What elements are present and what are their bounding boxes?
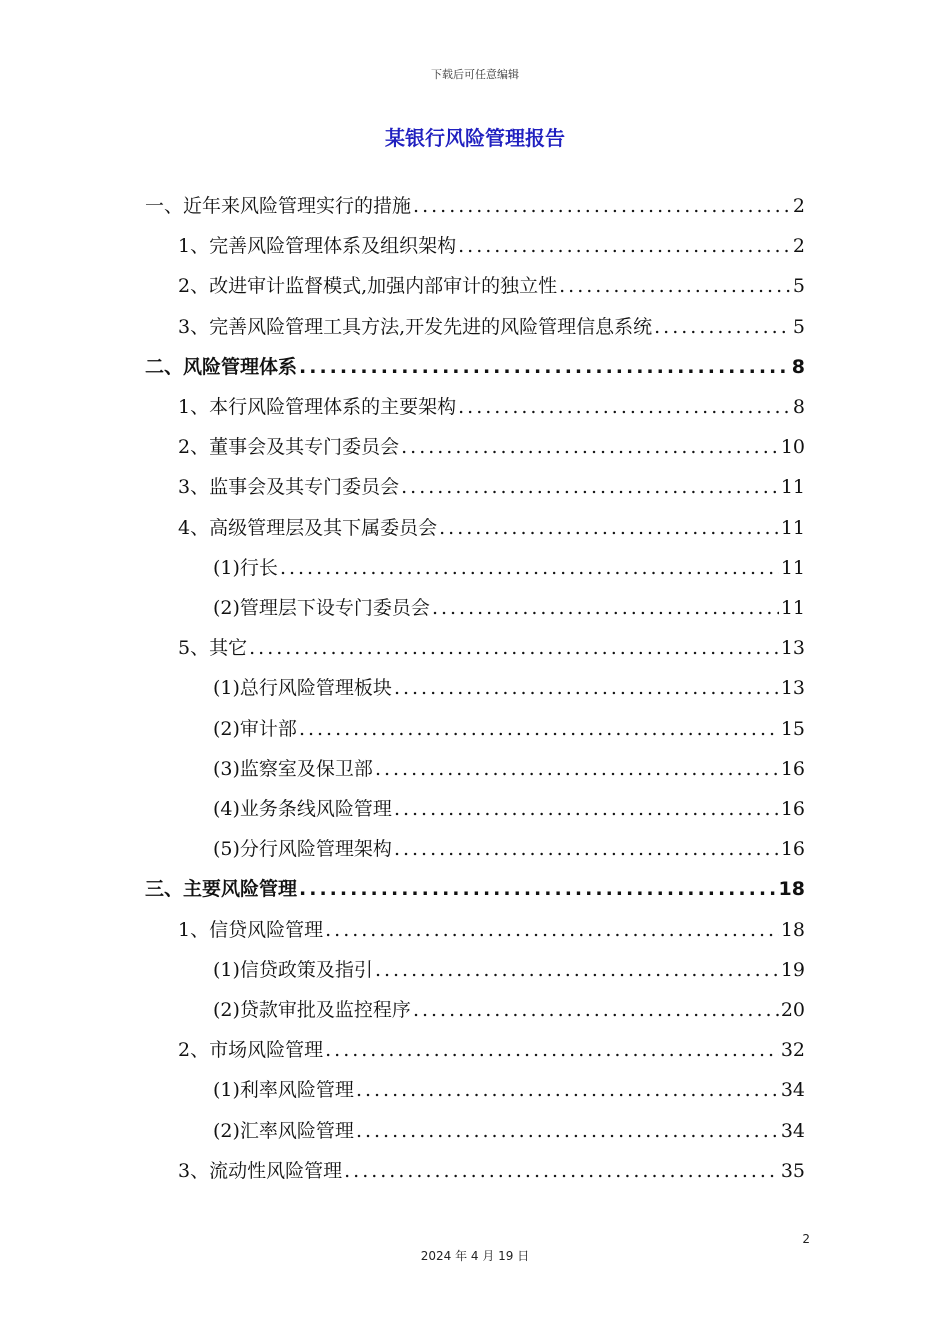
toc-entry-page: 13 [780,677,805,700]
toc-entry[interactable] [0,834,950,864]
toc-dot-leader [458,392,791,422]
toc-entry-number: (3) [213,757,240,780]
toc-entry-text: 信贷风险管理 [209,918,324,941]
toc-entry[interactable] [0,553,950,583]
toc-entry-row [213,593,805,623]
toc-dot-leader [458,231,791,261]
toc-entry[interactable] [0,191,950,221]
toc-entry-page: 2 [792,195,805,217]
toc-entry-row [213,794,805,824]
toc-dot-leader [299,352,790,382]
toc-dot-leader [394,673,779,703]
toc-entry-text: 高级管理层及其下属委员会 [209,516,438,539]
toc-entry[interactable] [0,794,950,824]
toc-dot-leader [325,1035,779,1065]
toc-entry-text: 监察室及保卫部 [239,757,373,780]
toc-entry-number: 5、 [178,637,210,660]
toc-entry-row [213,1116,805,1146]
toc-entry-row [213,955,805,985]
toc-entry-page: 11 [780,476,805,499]
toc-entry-text: 董事会及其专门委员会 [209,436,400,459]
toc-entry-number: (1) [213,958,240,981]
toc-entry-page: 16 [780,798,805,820]
toc-dot-leader [654,312,791,342]
toc-entry-page: 8 [791,355,805,378]
toc-entry[interactable] [0,1035,950,1065]
toc-entry-text: 管理层下设专门委员会 [239,597,430,619]
toc-entry[interactable] [0,593,950,623]
toc-entry-number: 2、 [178,275,210,298]
toc-entry-row [213,673,805,703]
toc-entry-number: (5) [213,838,240,861]
toc-entry-text: 贷款审批及监控程序 [239,999,411,1021]
toc-entry-text: 本行风险管理体系的主要架构 [209,396,457,418]
toc-dot-leader [344,1156,779,1186]
toc-entry-number: 1、 [178,396,210,418]
toc-entry-page: 11 [780,597,805,619]
toc-entry-number: 4、 [178,516,210,539]
toc-entry-page: 32 [780,1039,805,1062]
toc-dot-leader [413,191,791,221]
toc-entry[interactable] [0,874,950,904]
toc-entry-page: 11 [780,556,805,579]
toc-entry[interactable] [0,312,950,342]
toc-entry-text: 审计部 [239,717,297,740]
toc-entry-page: 5 [792,315,805,338]
toc-entry-row [213,1075,805,1105]
toc-entry-page: 13 [780,637,805,660]
toc-entry-number: 2、 [178,1039,210,1062]
toc-entry-page: 15 [780,717,805,740]
toc-dot-leader [356,1116,779,1146]
toc-entry-row [178,1035,805,1065]
toc-entry-row [213,714,805,744]
toc-entry-row [178,231,805,261]
toc-entry[interactable] [0,1156,950,1186]
toc-dot-leader [299,714,779,744]
toc-entry-text: 流动性风险管理 [209,1159,343,1182]
toc-entry[interactable] [0,915,950,945]
toc-dot-leader [249,633,779,663]
toc-entry[interactable] [0,955,950,985]
toc-entry[interactable] [0,673,950,703]
toc-entry-text: 行长 [239,556,278,579]
toc-entry[interactable] [0,1116,950,1146]
toc-dot-leader [439,513,779,543]
toc-entry-row [145,352,805,382]
toc-entry-number: (1) [213,556,240,579]
toc-entry-number: (4) [213,798,240,820]
toc-entry-number: (2) [213,717,240,740]
toc-entry-page: 16 [780,757,805,780]
toc-dot-leader [356,1075,779,1105]
page-number: 2 [802,1232,810,1246]
toc-entry-number: 3、 [178,315,210,338]
toc-dot-leader [375,754,779,784]
toc-entry-row [178,633,805,663]
toc-entry-page: 16 [780,838,805,861]
toc-dot-leader [394,794,779,824]
toc-entry-page: 19 [780,958,805,981]
header-note: 下载后可任意编辑 [431,68,519,81]
toc-entry-number: 2、 [178,436,210,459]
toc-entry-page: 34 [780,1119,805,1142]
toc-entry-text: 信贷政策及指引 [239,958,373,981]
toc-entry-number: 3、 [178,476,210,499]
toc-entry[interactable] [0,633,950,663]
toc-entry-page: 11 [780,516,805,539]
toc-entry-text: 业务条线风险管理 [239,798,392,820]
toc-entry[interactable] [0,754,950,784]
toc-dot-leader [401,432,779,462]
toc-dot-leader [299,874,777,904]
toc-entry-number: 1、 [178,235,210,258]
toc-entry[interactable] [0,231,950,261]
toc-entry-row [178,312,805,342]
toc-entry-page: 5 [792,275,805,298]
toc-entry[interactable] [0,352,950,382]
toc-entry-text: 汇率风险管理 [239,1119,354,1142]
footer-date: 2024 年 4 月 19 日 [420,1249,530,1263]
toc-entry-row [178,915,805,945]
toc-entry-number: 一、 [145,195,184,217]
toc-entry-text: 完善风险管理工具方法,开发先进的风险管理信息系统 [209,315,653,338]
toc-entry-row [213,995,805,1025]
toc-entry[interactable] [0,995,950,1025]
toc-entry-number: 1、 [178,918,210,941]
toc-dot-leader [375,955,779,985]
toc-entry-row [178,472,805,502]
toc-entry-number: (1) [213,677,240,700]
toc-entry-text: 改进审计监督模式,加强内部审计的独立性 [209,275,558,298]
toc-entry[interactable] [0,271,950,301]
toc-entry-page: 10 [780,436,805,459]
toc-entry-row [213,754,805,784]
toc-entry-number: (2) [213,1119,240,1142]
toc-entry-row [178,513,805,543]
toc-entry-number: (1) [213,1079,240,1102]
toc-entry-row [145,874,805,904]
toc-entry-text: 风险管理体系 [183,355,298,378]
toc-entry-text: 市场风险管理 [209,1039,324,1062]
toc-dot-leader [280,553,779,583]
toc-entry-row [178,392,805,422]
toc-entry-page: 34 [780,1079,805,1102]
toc-entry[interactable] [0,1075,950,1105]
toc-entry-text: 完善风险管理体系及组织架构 [209,235,457,258]
toc-entry-row [213,834,805,864]
toc-entry-number: 3、 [178,1159,210,1182]
toc-dot-leader [394,834,779,864]
toc-entry[interactable] [0,513,950,543]
toc-entry-text: 近年来风险管理实行的措施 [183,195,412,217]
toc-entry-row [178,1156,805,1186]
toc-dot-leader [401,472,779,502]
toc-entry[interactable] [0,392,950,422]
toc-entry-page: 2 [792,235,805,258]
toc-entry-page: 8 [792,396,805,418]
toc-entry[interactable] [0,714,950,744]
toc-dot-leader [325,915,779,945]
toc-entry-page: 18 [780,918,805,941]
toc-entry-number: (2) [213,999,240,1021]
toc-entry-text: 利率风险管理 [239,1079,354,1102]
toc-entry-text: 主要风险管理 [183,878,298,901]
toc-dot-leader [432,593,779,623]
toc-entry-text: 总行风险管理板块 [239,677,392,700]
toc-entry-row [213,553,805,583]
toc-entry-text: 监事会及其专门委员会 [209,476,400,499]
toc-entry-row [178,271,805,301]
toc-entry-page: 35 [780,1159,805,1182]
toc-entry-row [178,432,805,462]
toc-entry-number: 三、 [145,878,184,901]
toc-dot-leader [559,271,791,301]
document-title: 某银行风险管理报告 [385,126,565,150]
toc-entry-number: 二、 [145,355,184,378]
toc-entry[interactable] [0,432,950,462]
toc-dot-leader [413,995,779,1025]
toc-entry-row [145,191,805,221]
toc-entry-number: (2) [213,597,240,619]
toc-entry[interactable] [0,472,950,502]
toc-entry-page: 20 [780,999,805,1021]
toc-entry-text: 分行风险管理架构 [239,838,392,861]
toc-entry-page: 18 [778,878,805,901]
toc-entry-text: 其它 [209,637,248,660]
